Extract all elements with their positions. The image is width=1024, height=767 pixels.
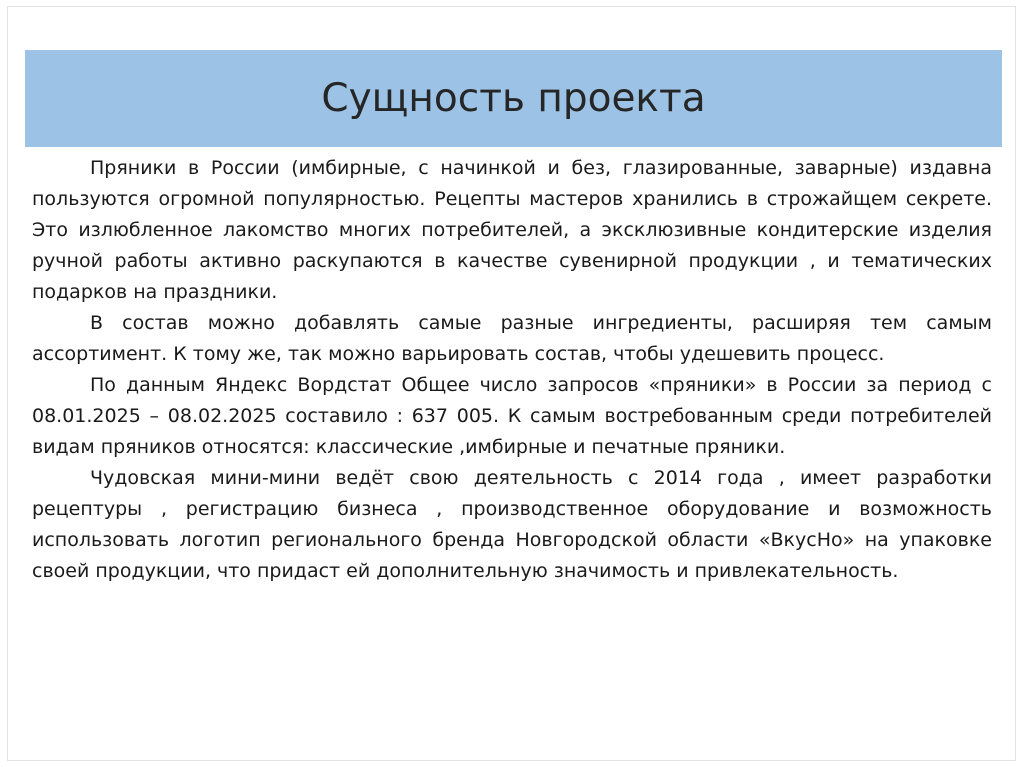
paragraph-ingredients: В состав можно добавлять самые разные ингредиенты, расширяя тем самым ассортимент. К тому же, так можно варьировать состав, чтобы удешевить процесс. xyxy=(32,312,992,365)
title-band xyxy=(25,50,1002,147)
paragraph-statistics: По данным Яндекс Вордстат Общее число запросов «пряники» в России за период с 08.01.2025 – 08.02.2025 составило : 637 005. К самым востребованным среди потребителей видам пряников относятся: классические ,имбирные и печатные пряники. xyxy=(32,374,992,458)
paragraph-company: Чудовская мини-мини ведёт свою деятельность с 2014 года , имеет разработки рецептуры , регистрацию бизнеса , производственное оборудование и возможность использовать логотип регионального бренда Новгородской области «ВкусНо» на упаковке своей продукции, что придаст ей дополнительную значимость и привлекательность. xyxy=(32,467,992,582)
slide-title: Сущность проекта xyxy=(321,76,706,121)
paragraph-intro: Пряники в России (имбирные, с начинкой и без, глазированные, заварные) издавна пользуются огромной популярностью. Рецепты мастеров хранились в строжайщем секрете. Это излюбленное лакомство многих потребителей, а эксклюзивные кондитерские изделия ручной работы активно раскупаются в качестве сувенирной продукции , и тематических подарков на праздники. xyxy=(32,157,992,303)
slide-body xyxy=(32,153,992,587)
